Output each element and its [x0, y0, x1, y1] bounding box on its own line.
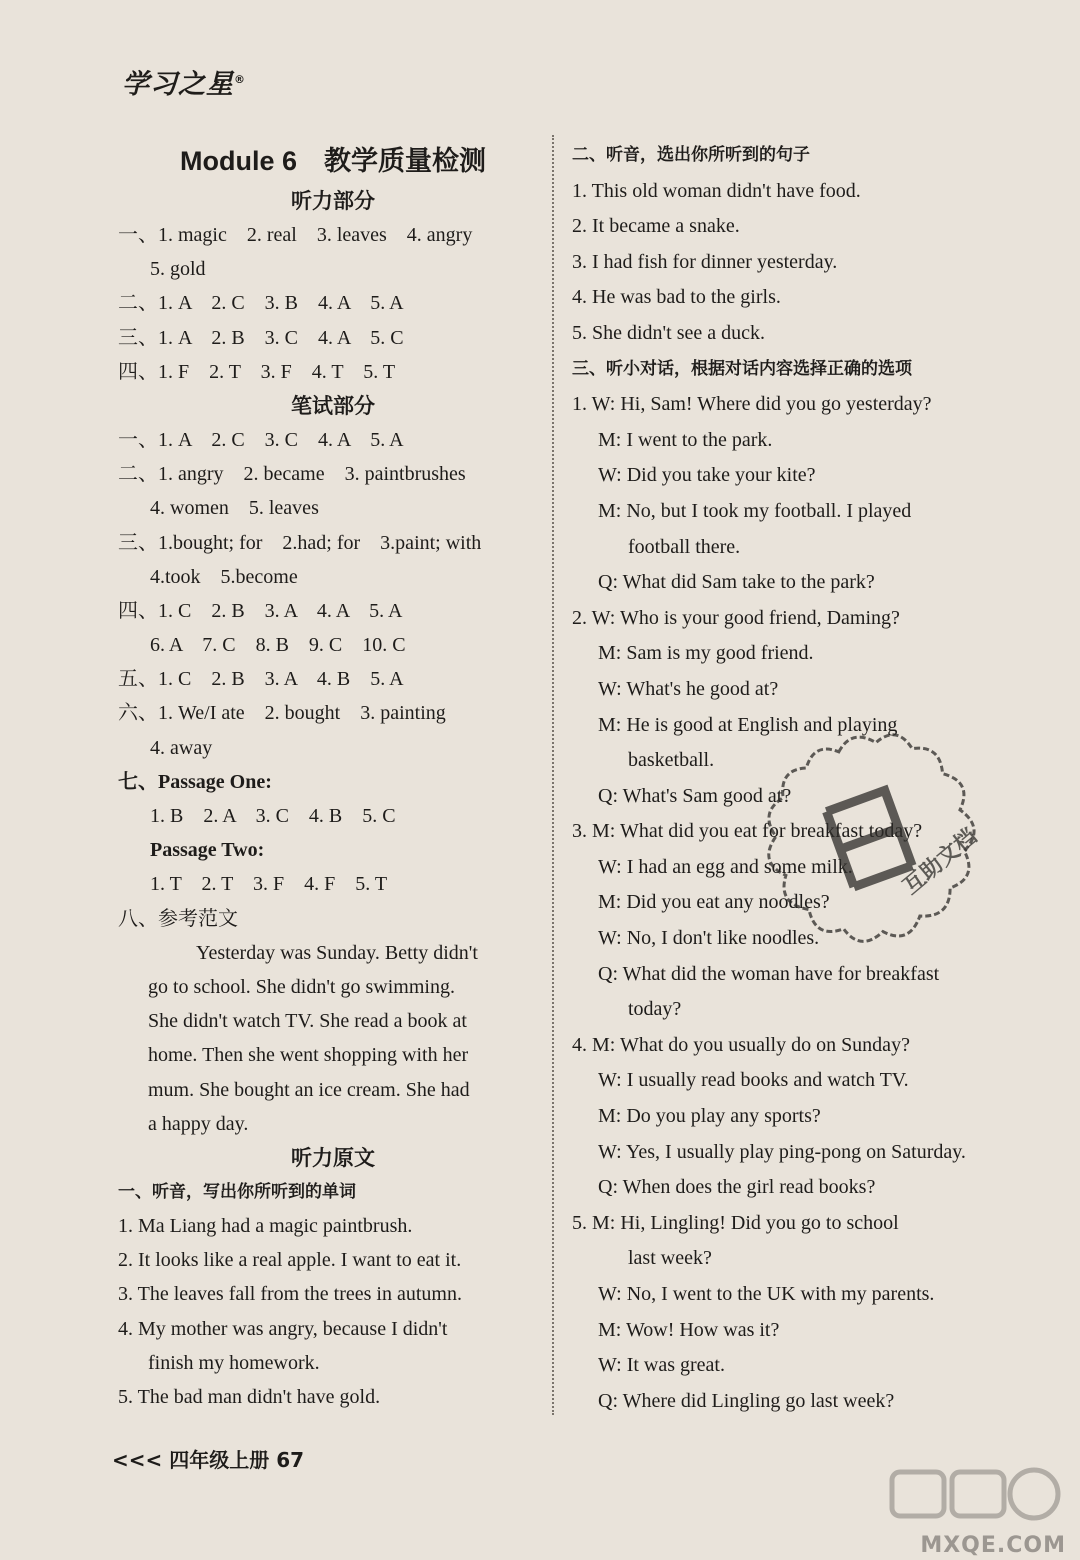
answer-line: Passage Two:: [150, 839, 265, 862]
dialogue-line: W: I had an egg and some milk.: [598, 855, 853, 878]
dialogue-line: 2. W: Who is your good friend, Daming?: [572, 606, 900, 629]
brand-logo: 学习之星®: [122, 69, 246, 100]
dialogue-line: M: Wow! How was it?: [598, 1318, 780, 1341]
dialogue-line: 3. M: What did you eat for breakfast today?: [572, 820, 923, 843]
answer-line: 4. women 5. leaves: [150, 497, 319, 520]
dialogue-line: today?: [628, 998, 682, 1021]
answer-line: 4. away: [150, 736, 213, 759]
dialogue-line: M: Did you eat any noodles?: [598, 891, 830, 914]
written-heading: 笔试部分: [291, 393, 375, 418]
answer-line: 三、1. A 2. B 3. C 4. A 5. C: [118, 326, 404, 349]
answer-line: 七、Passage One:: [118, 770, 272, 793]
essay-line: a happy day.: [148, 1112, 249, 1135]
answer-line: 五、1. C 2. B 3. A 4. B 5. A: [118, 668, 404, 691]
answer-line: 四、1. F 2. T 3. F 4. T 5. T: [118, 360, 396, 383]
page-footer: [112, 1444, 304, 1473]
script-line: 1. Ma Liang had a magic paintbrush.: [118, 1215, 413, 1238]
essay-line: She didn't watch TV. She read a book at: [148, 1010, 467, 1033]
essay-line: Yesterday was Sunday. Betty didn't: [196, 941, 478, 964]
script-line: 3. The leaves fall from the trees in autumn.: [118, 1283, 462, 1306]
watermark-text: MXQE.COM: [920, 1533, 1066, 1558]
answer-line: 4.took 5.become: [150, 565, 298, 588]
page-title: Module 6 教学质量检测: [179, 146, 486, 176]
answer-line: 二、1. angry 2. became 3. paintbrushes: [118, 463, 466, 486]
dialogue-line: basketball.: [628, 749, 715, 772]
essay-line: home. Then she went shopping with her: [148, 1044, 469, 1067]
answer-line: 一、1. magic 2. real 3. leaves 4. angry: [118, 224, 473, 246]
answer-line: 三、1.bought; for 2.had; for 3.paint; with: [118, 531, 482, 554]
dialogue-line: 1. W: Hi, Sam! Where did you go yesterday?: [572, 393, 932, 416]
dialogue-line: W: It was great.: [598, 1354, 725, 1377]
stamp-text: 互助文档: [898, 824, 983, 900]
essay-line: go to school. She didn't go swimming.: [148, 975, 455, 998]
dialogue-line: football there.: [628, 535, 741, 558]
dialogue-line: 4. M: What do you usually do on Sunday?: [572, 1033, 910, 1056]
dialogue-line: W: No, I don't like noodles.: [598, 927, 820, 950]
dialogue-line: Q: What did the woman have for breakfast: [598, 962, 940, 985]
script-line: 4. My mother was angry, because I didn't: [118, 1317, 448, 1340]
script-line: finish my homework.: [148, 1351, 320, 1374]
dialogue-line: M: No, but I took my football. I played: [598, 499, 912, 522]
listening-heading: 听力部分: [291, 189, 375, 213]
section-heading: 一、听音，写出你所听到的单词: [118, 1181, 356, 1202]
answer-line: 6. A 7. C 8. B 9. C 10. C: [150, 634, 406, 657]
answer-line: 二、1. A 2. C 3. B 4. A 5. A: [118, 292, 404, 315]
dialogue-line: W: I usually read books and watch TV.: [598, 1069, 909, 1092]
dialogue-line: Q: What did Sam take to the park?: [598, 571, 875, 594]
answer-line: 一、1. A 2. C 3. C 4. A 5. A: [118, 428, 404, 451]
script-line: 5. She didn't see a duck.: [572, 321, 766, 344]
dialogue-line: Q: When does the girl read books?: [598, 1176, 876, 1199]
script-line: 1. This old woman didn't have food.: [572, 179, 861, 202]
dialogue-line: W: What's he good at?: [598, 677, 779, 700]
column-divider: [552, 135, 554, 1415]
grade-label: 四年级上册: [169, 1448, 270, 1472]
dialogue-line: M: I went to the park.: [598, 428, 773, 451]
dialogue-line: M: Do you play any sports?: [598, 1105, 821, 1128]
page-number: 67: [276, 1448, 305, 1472]
dialogue-line: 5. M: Hi, Lingling! Did you go to school: [572, 1211, 899, 1234]
script-line: 2. It looks like a real apple. I want to eat it.: [118, 1249, 462, 1272]
section-heading: 二、听音，选出你所听到的句子: [572, 145, 810, 165]
dialogue-line: M: He is good at English and playing: [598, 713, 898, 736]
section-heading: 三、听小对话，根据对话内容选择正确的选项: [572, 358, 912, 379]
script-line: 4. He was bad to the girls.: [572, 286, 781, 309]
dialogue-line: Q: Where did Lingling go last week?: [598, 1389, 895, 1412]
dialogue-line: Q: What's Sam good at?: [598, 784, 792, 807]
answer-line: 八、参考范文: [118, 907, 238, 930]
script-heading: 听力原文: [291, 1145, 375, 1170]
script-line: 5. The bad man didn't have gold.: [118, 1386, 381, 1408]
essay-line: mum. She bought an ice cream. She had: [148, 1078, 470, 1101]
dialogue-line: last week?: [628, 1247, 712, 1270]
script-line: 2. It became a snake.: [572, 215, 740, 238]
answer-line: 1. B 2. A 3. C 4. B 5. C: [150, 805, 396, 827]
left-column: [118, 138, 548, 1414]
dialogue-line: M: Sam is my good friend.: [598, 642, 814, 665]
dialogue-line: W: Yes, I usually play ping-pong on Saturday.: [598, 1140, 966, 1163]
dialogue-line: W: Did you take your kite?: [598, 464, 816, 487]
answer-line: 四、1. C 2. B 3. A 4. A 5. A: [118, 599, 403, 622]
dialogue-line: W: No, I went to the UK with my parents.: [598, 1283, 935, 1305]
chevrons-icon: <<<: [112, 1448, 163, 1472]
answer-line: 1. T 2. T 3. F 4. F 5. T: [150, 873, 388, 896]
script-line: 3. I had fish for dinner yesterday.: [572, 250, 838, 273]
answer-line: 六、1. We/I ate 2. bought 3. painting: [118, 702, 446, 725]
answer-line: 5. gold: [150, 258, 206, 281]
